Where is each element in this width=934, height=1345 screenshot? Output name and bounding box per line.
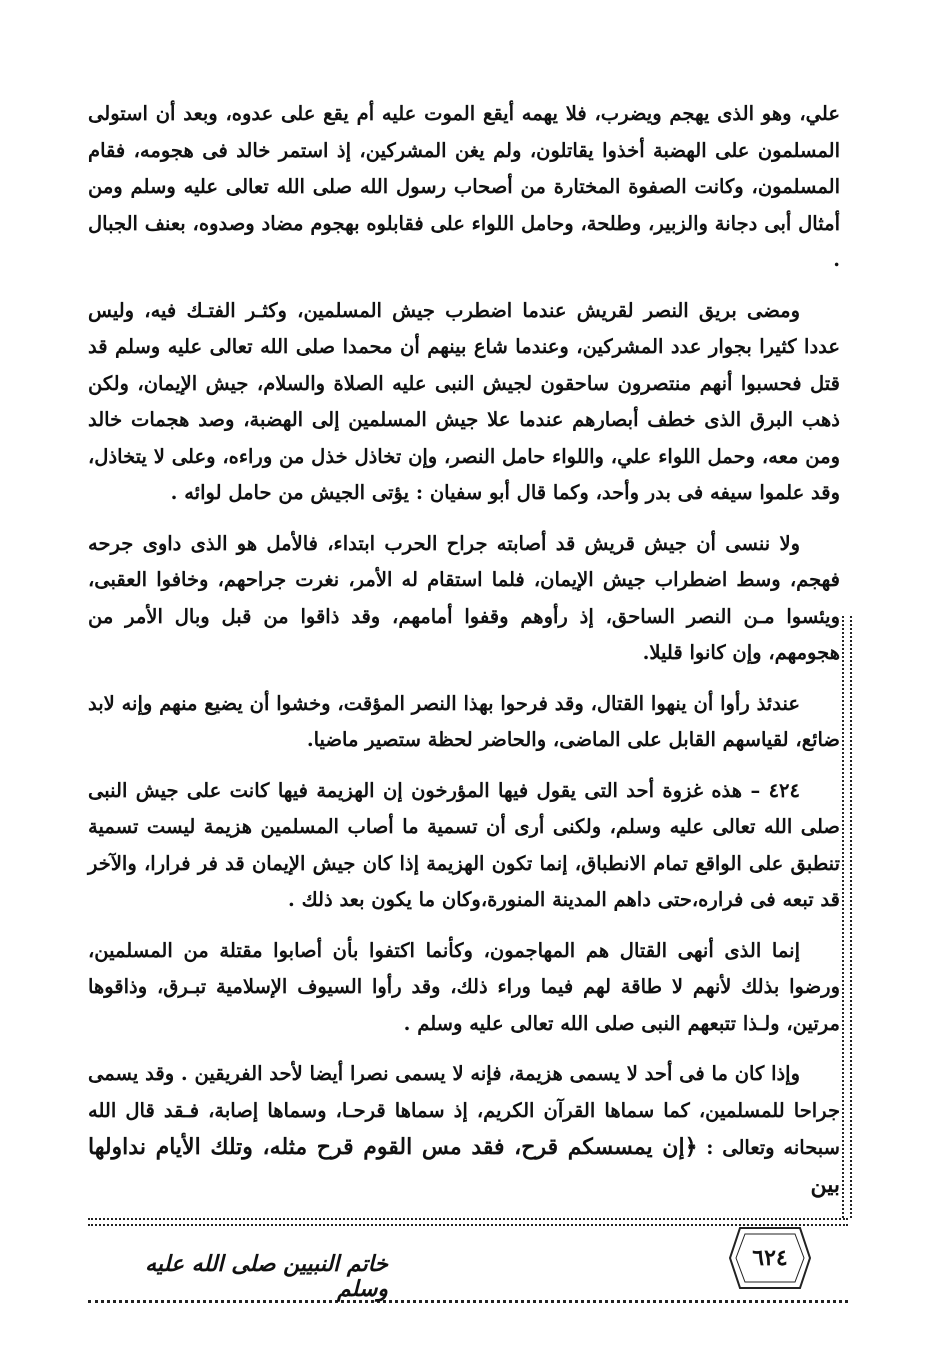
paragraph: ٤٢٤ – هذه غزوة أحد التى يقول فيها المؤرخون إن الهزيمة فيها كانت على جيش النبى صلى الله تعالى عليه وسلم، ولكنى أرى أن تسمية ما أصاب المسلمين هزيمة ليست تسمية تنطبق على الواقع تمام الانطباق، إنما تكون الهزيمة إذا كان جيش الإيمان قد فر فرارا، والآخر قد تبعه فى فراره،حتى داهم المدينة المنورة،وكان ما يكون بعد ذلك . bbox=[88, 778, 840, 911]
running-footer-title: خاتم النبيين صلى الله عليه وسلم bbox=[145, 1252, 388, 1302]
paragraph-text: وإذا كان ما فى أحد لا يسمى هزيمة، فإنه لا يسمى نصرا أيضا لأحد الفريقين . وقد يسمى جراحا للمسلمين، كما سماها القرآن الكريم، إذ سماها قرحـا، وسماها إصابة، فـقد قال الله سبحانه وتعالى : bbox=[88, 1062, 841, 1159]
page-number: ٦٢٤ bbox=[752, 1245, 788, 1271]
paragraph: ومضى بريق النصر لقريش عندما اضطرب جيش المسلمين، وكثـر الفتـك فيه، وليس عددا كثيرا بجوار عدد المشركين، وعندما شاع بينهم أن محمدا صلى الله تعالى عليه وسلم قد قتل فحسبوا أنهم منتصرون ساحقون لجيش النبى عليه الصلاة والسلام، جيش الإيمان، ولكن ذهب البرق الذى خطف أبصارهم عندما علا جيش المسلمين إلى الهضبة، وصد هجمات خالد ومن معه، وحمل اللواء علي، واللواء حامل النصر، وإن تخاذل خذل من وراءه، وعلى لا يتخاذل، وقد علموا سيفه فى بدر وأحد، وكما قال أبو سفيان : يؤتى الجيش من حامل لوائه . bbox=[88, 298, 840, 504]
paragraph: إنما الذى أنهى القتال هم المهاجمون، وكأنما اكتفوا بأن أصابوا مقتلة من المسلمين، ورضوا بذلك لأنهم لا طاقة لهم فيما وراء ذلك، وقد رأوا السيوف الإسلامية تبـرق، وذاقوها مرتين، ولـذا تتبعهم النبى صلى الله تعالى عليه وسلم . bbox=[88, 938, 840, 1035]
paragraph-last bbox=[88, 1056, 840, 1204]
quran-verse: ﴿إن يمسسكم قرح، فقد مس القوم قرح مثله، وتلك الأيام نداولها بين bbox=[88, 1134, 840, 1198]
paragraph: ولا ننسى أن جيش قريش قد أصابته جراح الحرب ابتداء، فالأمل هو الذى داوى جرحه فهجم، وسط اضطراب جيش الإيمان، فلما استقام له الأمر، نغرت جراحهم، وخافوا العقبى، ويئسوا مـن النصر الساحق، إذ رأوهم وقفوا أمامهم، وقد ذاقوا من قبل وبال الأمر من هجومهم، وإن كانوا قليلا. bbox=[88, 531, 840, 664]
body-text bbox=[88, 96, 840, 1218]
decorative-bottom-border bbox=[88, 1218, 848, 1226]
paragraph: علي، وهو الذى يهجم ويضرب، فلا يهمه أيقع الموت عليه أم يقع على عدوه، وبعد أن استولى المسلمون على الهضبة أخذوا يقاتلون، ولم يغن المشركين، إذ استمر خالد فى هجومه، فقام المسلمون، وكانت الصفوة المختارة من أصحاب رسول الله صلى الله تعالى عليه وسلم ومن أمثال أبى دجانة والزبير، وطلحة، وحامل اللواء على فقابلوه بهجوم مضاد وصدوه، بعنف الجبال . bbox=[88, 102, 840, 271]
decorative-side-border bbox=[842, 616, 852, 1218]
paragraph: عندئذ رأوا أن ينهوا القتال، وقد فرحوا بهذا النصر المؤقت، وخشوا أن يضيع منهم وإنه لابد ضائع، لقياسهم القابل على الماضى، والحاضر لحظة ستصير ماضيا. bbox=[88, 691, 840, 751]
